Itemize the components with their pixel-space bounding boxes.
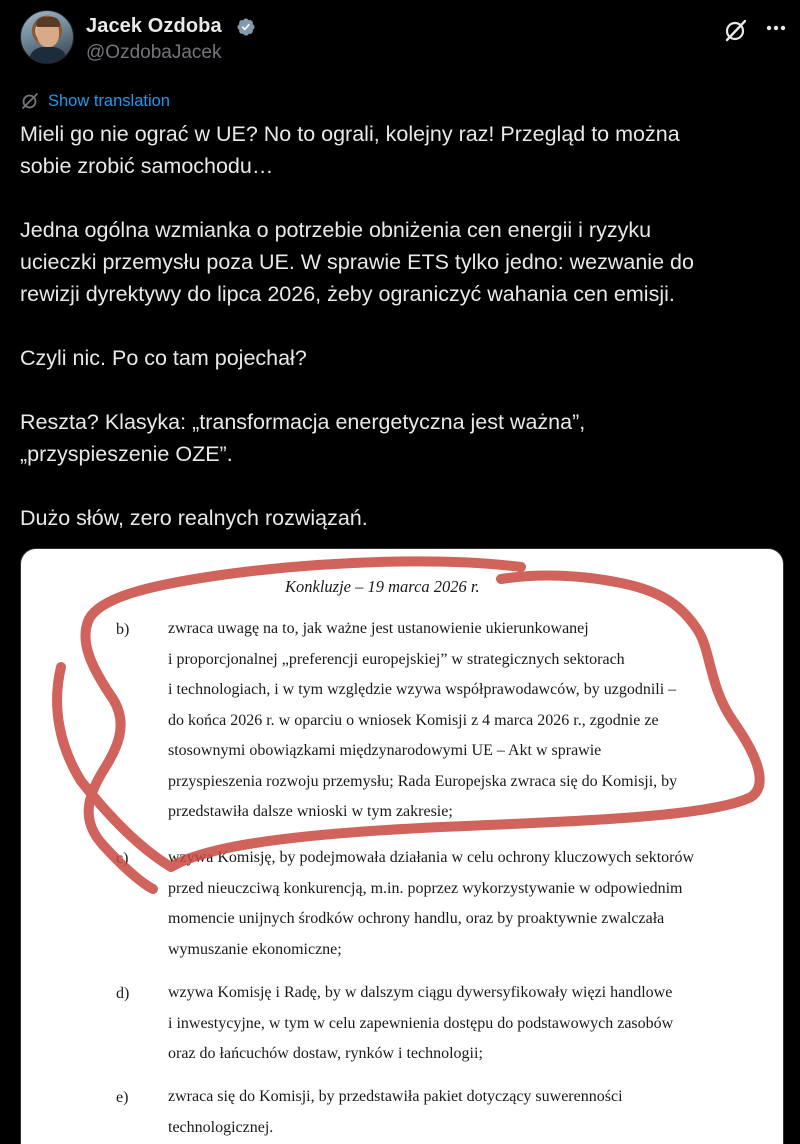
item-text-c — [168, 843, 768, 965]
tweet-paragraph: Reszta? Klasyka: „transformacja energetyczna jest ważna”, „przyspieszenie OZE”. — [20, 410, 586, 466]
text-line: wzywa Komisję, by podejmowała działania w celu ochrony kluczowych sektorów — [168, 849, 695, 866]
grok-translate-icon — [20, 91, 40, 111]
tweet-paragraph: Jedna ogólna wzmianka o potrzebie obniżenia cen energii i ryzyku ucieczki przemysłu poza UE. W sprawie ETS tylko jedno: wezwanie do rewizji dyrektywy do lipca 2026, żeby ograniczyć wahania cen emisji. — [20, 218, 694, 306]
text-line: wymuszanie ekonomiczne; — [168, 940, 342, 958]
text-line: i inwestycyjne, w tym w celu zapewnienia dostępu do podstawowych zasobów — [168, 1014, 674, 1032]
text-line: zwraca uwagę na to, jak ważne jest ustanowienie ukierunkowanej — [168, 620, 589, 637]
show-translation-label: Show translation — [48, 91, 170, 110]
tweet-header — [20, 10, 780, 70]
text-line: przed nieuczciwą konkurencją, m.in. poprzez wykorzystywanie w odpowiednim — [168, 879, 683, 897]
text-line: i proporcjonalnej „preferencji europejskiej” w strategicznych sektorach — [168, 650, 625, 668]
author-name[interactable]: Jacek Ozdoba — [86, 15, 222, 37]
text-line: momencie unijnych środków ochrony handlu, oraz by proaktywnie zwalczała — [168, 910, 665, 927]
text-line: zwraca się do Komisji, by przedstawiła pakiet dotyczący suwerenności — [168, 1088, 623, 1105]
avatar[interactable] — [20, 10, 74, 64]
text-line: wzywa Komisję i Radę, by w dalszym ciągu dywersyfikowały więzi handlowe — [168, 984, 673, 1001]
tweet-paragraph: Mieli go nie ograć w UE? No to ograli, kolejny raz! Przegląd to można sobie zrobić samochodu… — [20, 122, 680, 178]
attached-document-image[interactable] — [20, 548, 784, 1144]
text-line: technologicznej. — [168, 1118, 274, 1136]
text-line: przyspieszenia rozwoju przemysłu; Rada Europejska zwraca się do Komisji, by — [168, 772, 678, 790]
verified-badge-icon — [236, 17, 256, 37]
item-label-b: b) — [116, 621, 130, 638]
more-options-icon[interactable] — [762, 14, 790, 42]
document-title: Konkluzje – 19 marca 2026 r. — [285, 577, 480, 596]
grok-icon[interactable] — [722, 16, 750, 44]
show-translation-button[interactable] — [20, 90, 170, 112]
tweet-text — [20, 118, 780, 566]
item-label-c: c) — [116, 850, 129, 867]
text-line: przedstawiła dalsze wnioski w tym zakresie; — [168, 803, 453, 820]
text-line: do końca 2026 r. w oparciu o wniosek Komisji z 4 marca 2026 r., zgodnie ze — [168, 711, 659, 729]
item-text-d — [168, 978, 768, 1070]
author-handle[interactable]: @OzdobaJacek — [86, 42, 222, 63]
text-line: stosownymi obowiązkami międzynarodowymi UE – Akt w sprawie — [168, 742, 602, 759]
tweet-paragraph: Dużo słów, zero realnych rozwiązań. — [20, 506, 368, 530]
text-line: oraz do łańcuchów dostaw, rynków i technologii; — [168, 1045, 483, 1062]
item-text-e — [168, 1082, 768, 1143]
item-label-e: e) — [116, 1089, 129, 1106]
tweet-paragraph: Czyli nic. Po co tam pojechał? — [20, 346, 307, 370]
text-line: i technologiach, i w tym względzie wzywa współprawodawców, by uzgodnili – — [168, 681, 677, 698]
item-text-b — [168, 614, 768, 828]
item-label-d: d) — [116, 985, 130, 1002]
